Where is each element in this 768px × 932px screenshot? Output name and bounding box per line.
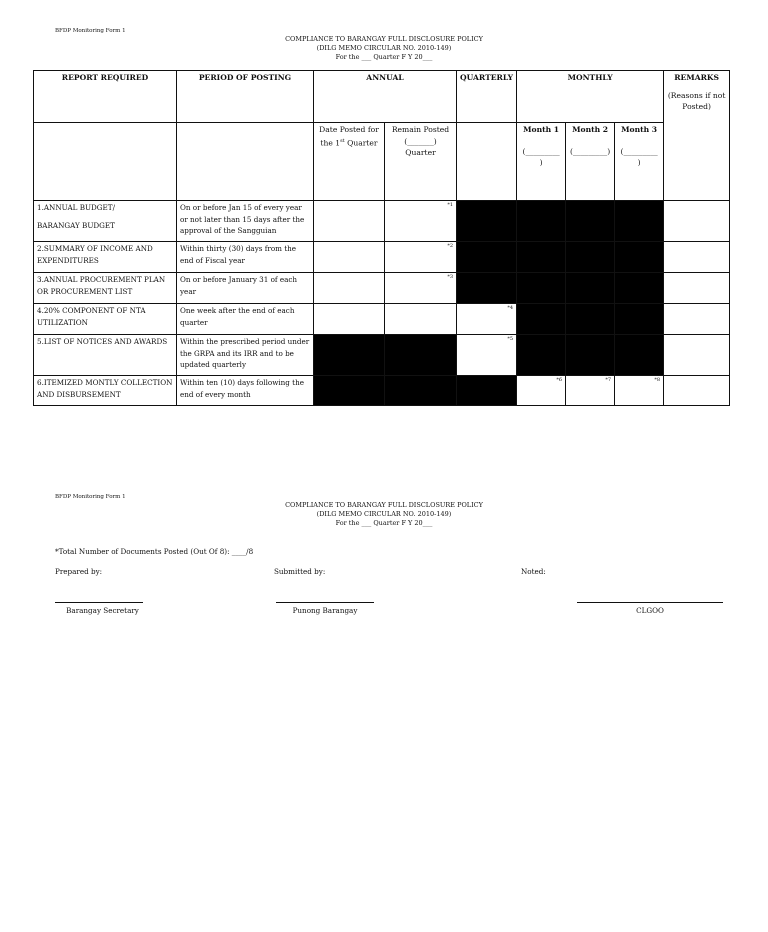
- header-annual: ANNUAL: [314, 71, 457, 123]
- report-name-line2: BARANGAY BUDGET: [37, 220, 115, 230]
- month-blank-close: ): [637, 158, 641, 167]
- title-line: For the ___ Quarter F Y 20___: [335, 519, 433, 527]
- remarks-cell: [664, 376, 730, 406]
- month-label: Month 1: [523, 125, 560, 134]
- footnote-mark: *6: [556, 377, 563, 383]
- total-documents: *Total Number of Documents Posted (Out Of 8): ____/8: [55, 547, 254, 556]
- remarks-sub: (Reasons if not Posted): [667, 90, 726, 111]
- signatory-barangay-secretary: Barangay Secretary: [66, 606, 139, 615]
- date-posted-text: Date Posted for the 1: [319, 125, 379, 148]
- blocked-cell: [517, 335, 566, 376]
- table-row-period: On or before Jan 15 of every year or not later than 15 days after the approval of the Sangguian: [177, 201, 314, 242]
- empty-cell: [34, 123, 177, 201]
- blocked-cell: [566, 273, 615, 304]
- month-blank: (_________): [570, 146, 611, 156]
- form-label: BFDP Monitoring Form 1: [55, 28, 126, 34]
- blocked-cell: [615, 273, 664, 304]
- blocked-cell: [615, 201, 664, 242]
- table-row-period: One week after the end of each quarter: [177, 304, 314, 335]
- date-posted-tail: Quarter: [344, 138, 378, 148]
- table-row-report: 6.ITEMIZED MONTLY COLLECTION AND DISBURSEMENT: [34, 376, 177, 406]
- table-row-report: 3.ANNUAL PROCUREMENT PLAN OR PROCUREMENT LIST: [34, 273, 177, 304]
- blocked-cell: [615, 242, 664, 273]
- submitted-by-label: Submitted by:: [274, 567, 326, 576]
- month-1-cell: [517, 376, 566, 406]
- blocked-cell: [517, 242, 566, 273]
- blocked-cell: [457, 201, 517, 242]
- date-posted-cell: [314, 201, 385, 242]
- blocked-cell: [457, 273, 517, 304]
- empty-cell: [177, 123, 314, 201]
- remain-posted-cell: [385, 201, 457, 242]
- header-month-3: [615, 123, 664, 201]
- footnote-mark: *2: [447, 243, 453, 249]
- signatory-clgoo: CLGOO: [636, 606, 664, 615]
- remain-posted-label: Remain Posted: [391, 125, 450, 134]
- title-line: COMPLIANCE TO BARANGAY FULL DISCLOSURE POLICY: [285, 35, 483, 43]
- form-label-2: BFDP Monitoring Form 1: [55, 494, 126, 500]
- title-line: (DILG MEMO CIRCULAR NO. 2010-149): [316, 44, 452, 52]
- footnote-mark: *5: [507, 336, 514, 342]
- date-posted-cell: [314, 242, 385, 273]
- header-monthly: MONTHLY: [517, 71, 664, 123]
- remain-posted-cell: [385, 242, 457, 273]
- header-remarks: [664, 71, 730, 201]
- empty-cell: [457, 123, 517, 201]
- date-posted-cell: [314, 273, 385, 304]
- table-row-period: Within ten (10) days following the end of every month: [177, 376, 314, 406]
- blocked-cell: [517, 201, 566, 242]
- remain-posted-cell: [385, 304, 457, 335]
- table-row-report: 5.LIST OF NOTICES AND AWARDS: [34, 335, 177, 376]
- page-title-2: [0, 501, 768, 528]
- footnote-mark: *1: [447, 202, 453, 208]
- blocked-cell: [314, 376, 385, 406]
- blocked-cell: [615, 335, 664, 376]
- title-line: COMPLIANCE TO BARANGAY FULL DISCLOSURE POLICY: [285, 501, 483, 509]
- title-line: (DILG MEMO CIRCULAR NO. 2010-149): [316, 510, 452, 518]
- blocked-cell: [517, 304, 566, 335]
- table-row-report: 2.SUMMARY OF INCOME AND EXPENDITURES: [34, 242, 177, 273]
- signatory-punong-barangay: Punong Barangay: [292, 606, 358, 615]
- report-name: 1.ANNUAL BUDGET/: [37, 203, 116, 212]
- signature-line: [55, 602, 143, 603]
- blocked-cell: [566, 201, 615, 242]
- remarks-cell: [664, 273, 730, 304]
- blocked-cell: [457, 376, 517, 406]
- blocked-cell: [385, 335, 457, 376]
- month-blank-close: ): [539, 158, 543, 167]
- header-period-of-posting: PERIOD OF POSTING: [177, 71, 314, 123]
- footnote-mark: *4: [507, 305, 514, 311]
- date-posted-sup: st: [340, 137, 345, 144]
- remain-posted-quarter: Quarter: [405, 148, 436, 157]
- remarks-cell: [664, 335, 730, 376]
- footnote-mark: *3: [447, 274, 453, 280]
- table-row-period: Within thirty (30) days from the end of Fiscal year: [177, 242, 314, 273]
- blocked-cell: [385, 376, 457, 406]
- header-remain-posted: [385, 123, 457, 201]
- compliance-table: [33, 70, 730, 406]
- blocked-cell: [566, 242, 615, 273]
- month-label: Month 3: [621, 125, 658, 134]
- remarks-cell: [664, 242, 730, 273]
- signature-line: [276, 602, 374, 603]
- footnote-mark: *8: [654, 377, 661, 383]
- table-row-report: 4.20% COMPONENT OF NTA UTILIZATION: [34, 304, 177, 335]
- blocked-cell: [457, 242, 517, 273]
- remarks-cell: [664, 304, 730, 335]
- table-row-period: Within the prescribed period under the GRPA and its IRR and to be updated quarterly: [177, 335, 314, 376]
- header-report-required: REPORT REQUIRED: [34, 71, 177, 123]
- blocked-cell: [566, 304, 615, 335]
- month-blank: (_________: [620, 146, 658, 156]
- title-line: For the ___ Quarter F Y 20___: [335, 53, 433, 61]
- date-posted-cell: [314, 304, 385, 335]
- header-month-1: [517, 123, 566, 201]
- header-month-2: [566, 123, 615, 201]
- month-2-cell: [566, 376, 615, 406]
- remarks-label: REMARKS: [674, 73, 719, 82]
- table-row-period: On or before January 31 of each year: [177, 273, 314, 304]
- remarks-cell: [664, 201, 730, 242]
- month-label: Month 2: [572, 125, 609, 134]
- header-quarterly: QUARTERLY: [457, 71, 517, 123]
- month-blank: (_________: [522, 146, 560, 156]
- page-title: [0, 35, 768, 62]
- blocked-cell: [566, 335, 615, 376]
- quarterly-cell: [457, 304, 517, 335]
- quarterly-cell: [457, 335, 517, 376]
- blocked-cell: [615, 304, 664, 335]
- header-date-posted: [314, 123, 385, 201]
- prepared-by-label: Prepared by:: [55, 567, 103, 576]
- remain-posted-blank: (_______): [404, 136, 437, 146]
- remain-posted-cell: [385, 273, 457, 304]
- table-row-report: [34, 201, 177, 242]
- blocked-cell: [314, 335, 385, 376]
- noted-label: Noted:: [521, 567, 546, 576]
- blocked-cell: [517, 273, 566, 304]
- footnote-mark: *7: [605, 377, 612, 383]
- signature-line: [577, 602, 723, 603]
- month-3-cell: [615, 376, 664, 406]
